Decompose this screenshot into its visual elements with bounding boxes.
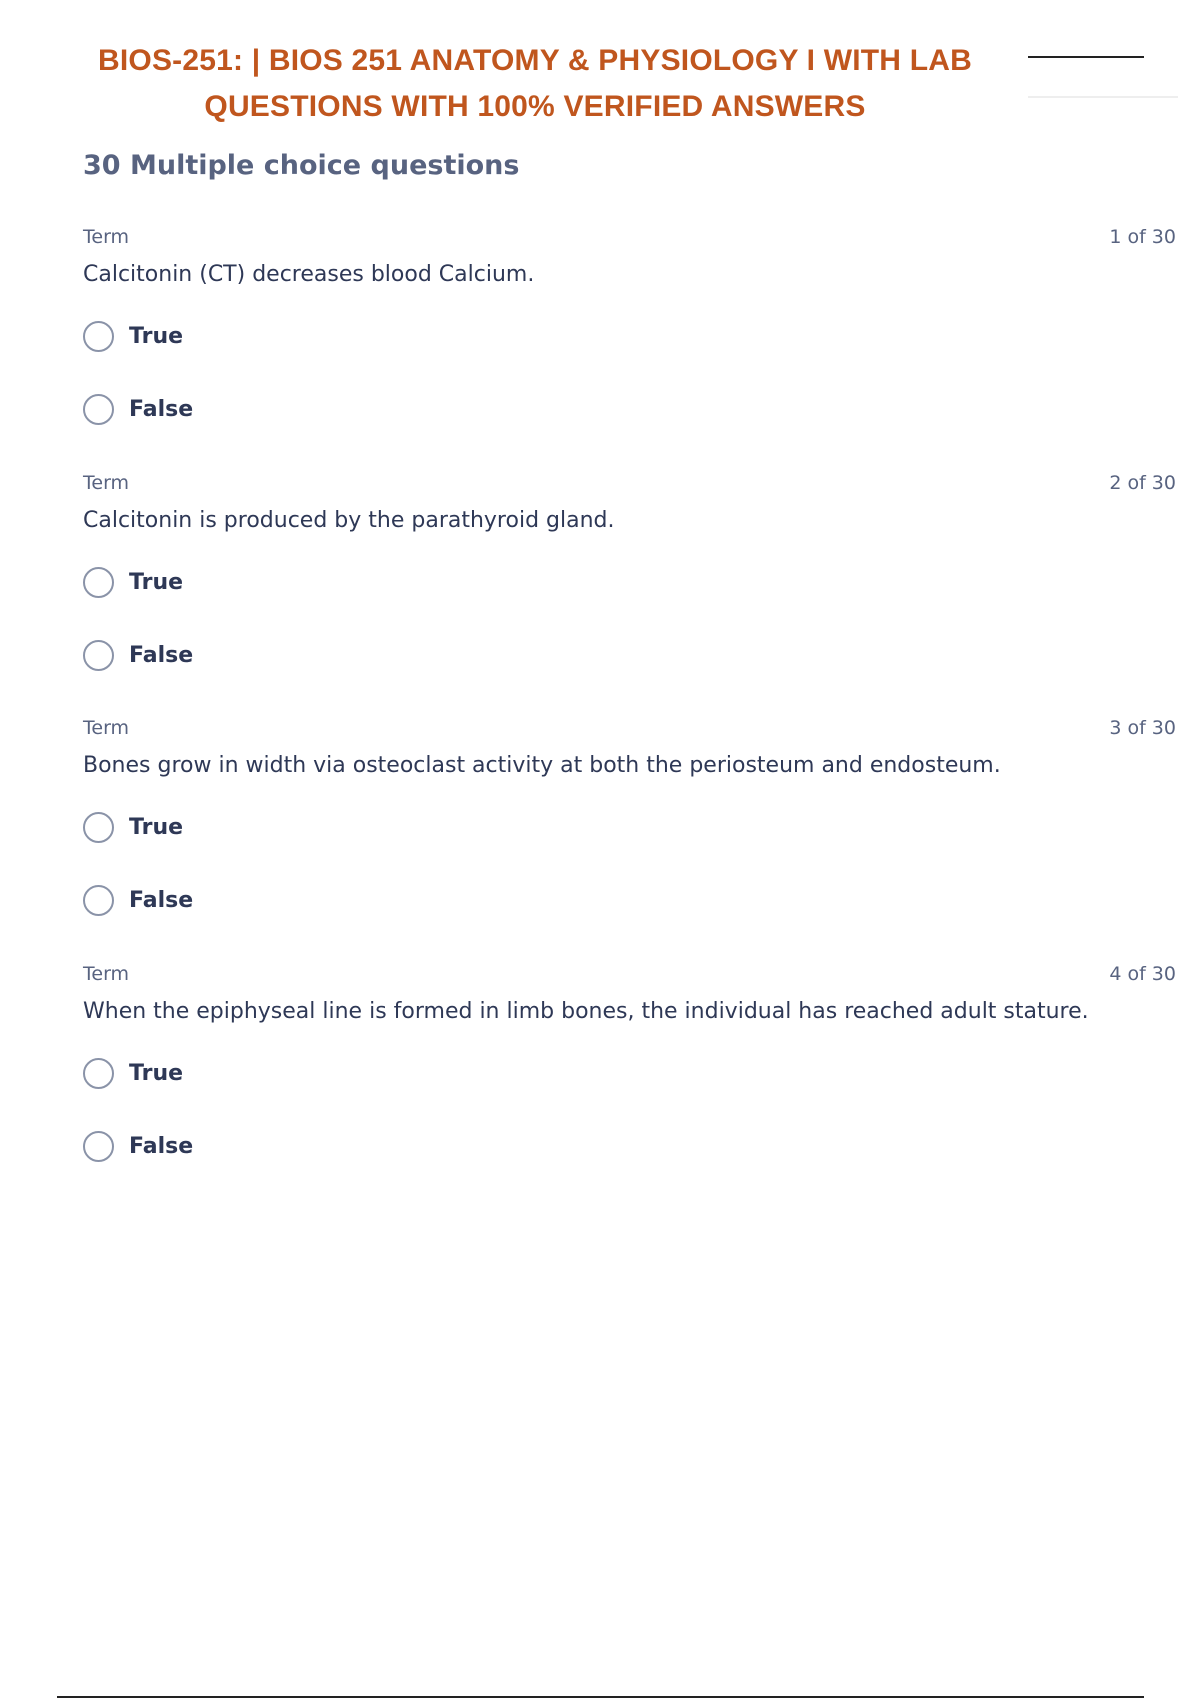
term-label: Term bbox=[83, 963, 130, 985]
document-title-line-1: BIOS-251: | BIOS 251 ANATOMY & PHYSIOLOGY I WITH LAB bbox=[98, 44, 972, 77]
title-divider bbox=[1028, 56, 1144, 58]
option-label: False bbox=[129, 642, 194, 668]
radio-unchecked-icon[interactable] bbox=[83, 394, 114, 425]
option-false[interactable] bbox=[83, 882, 193, 918]
question-counter: 2 of 30 bbox=[1109, 472, 1176, 494]
option-label: True bbox=[129, 323, 184, 349]
question-card bbox=[83, 963, 1176, 1193]
radio-unchecked-icon[interactable] bbox=[83, 567, 114, 598]
question-header bbox=[83, 226, 1176, 256]
question-text: When the epiphyseal line is formed in limb bones, the individual has reached adult stature. bbox=[83, 999, 1089, 1024]
option-label: False bbox=[129, 396, 194, 422]
option-false[interactable] bbox=[83, 391, 193, 427]
radio-unchecked-icon[interactable] bbox=[83, 812, 114, 843]
question-counter: 1 of 30 bbox=[1109, 226, 1176, 248]
option-true[interactable] bbox=[83, 809, 183, 845]
radio-unchecked-icon[interactable] bbox=[83, 321, 114, 352]
term-label: Term bbox=[83, 226, 130, 248]
option-label: True bbox=[129, 814, 184, 840]
document-title-line-2: QUESTIONS WITH 100% VERIFIED ANSWERS bbox=[204, 90, 866, 123]
question-counter: 3 of 30 bbox=[1109, 717, 1176, 739]
term-label: Term bbox=[83, 472, 130, 494]
option-label: True bbox=[129, 1060, 184, 1086]
term-label: Term bbox=[83, 717, 130, 739]
question-header bbox=[83, 717, 1176, 747]
option-false[interactable] bbox=[83, 1128, 193, 1164]
footer-divider bbox=[57, 1696, 1144, 1698]
option-true[interactable] bbox=[83, 564, 183, 600]
option-label: False bbox=[129, 887, 194, 913]
option-true[interactable] bbox=[83, 318, 183, 354]
question-text: Calcitonin is produced by the parathyroid gland. bbox=[83, 508, 615, 533]
question-header bbox=[83, 472, 1176, 502]
question-text: Bones grow in width via osteoclast activity at both the periosteum and endosteum. bbox=[83, 753, 1001, 778]
radio-unchecked-icon[interactable] bbox=[83, 1131, 114, 1162]
question-card bbox=[83, 472, 1176, 702]
title-divider-faint bbox=[1028, 96, 1178, 98]
radio-unchecked-icon[interactable] bbox=[83, 640, 114, 671]
radio-unchecked-icon[interactable] bbox=[83, 885, 114, 916]
document-title bbox=[60, 38, 1010, 130]
question-card bbox=[83, 226, 1176, 456]
option-false[interactable] bbox=[83, 637, 193, 673]
radio-unchecked-icon[interactable] bbox=[83, 1058, 114, 1089]
option-label: False bbox=[129, 1133, 194, 1159]
question-text: Calcitonin (CT) decreases blood Calcium. bbox=[83, 262, 535, 287]
question-card bbox=[83, 717, 1176, 947]
quiz-heading: 30 Multiple choice questions bbox=[83, 150, 520, 181]
option-label: True bbox=[129, 569, 184, 595]
question-header bbox=[83, 963, 1176, 993]
option-true[interactable] bbox=[83, 1055, 183, 1091]
question-counter: 4 of 30 bbox=[1109, 963, 1176, 985]
